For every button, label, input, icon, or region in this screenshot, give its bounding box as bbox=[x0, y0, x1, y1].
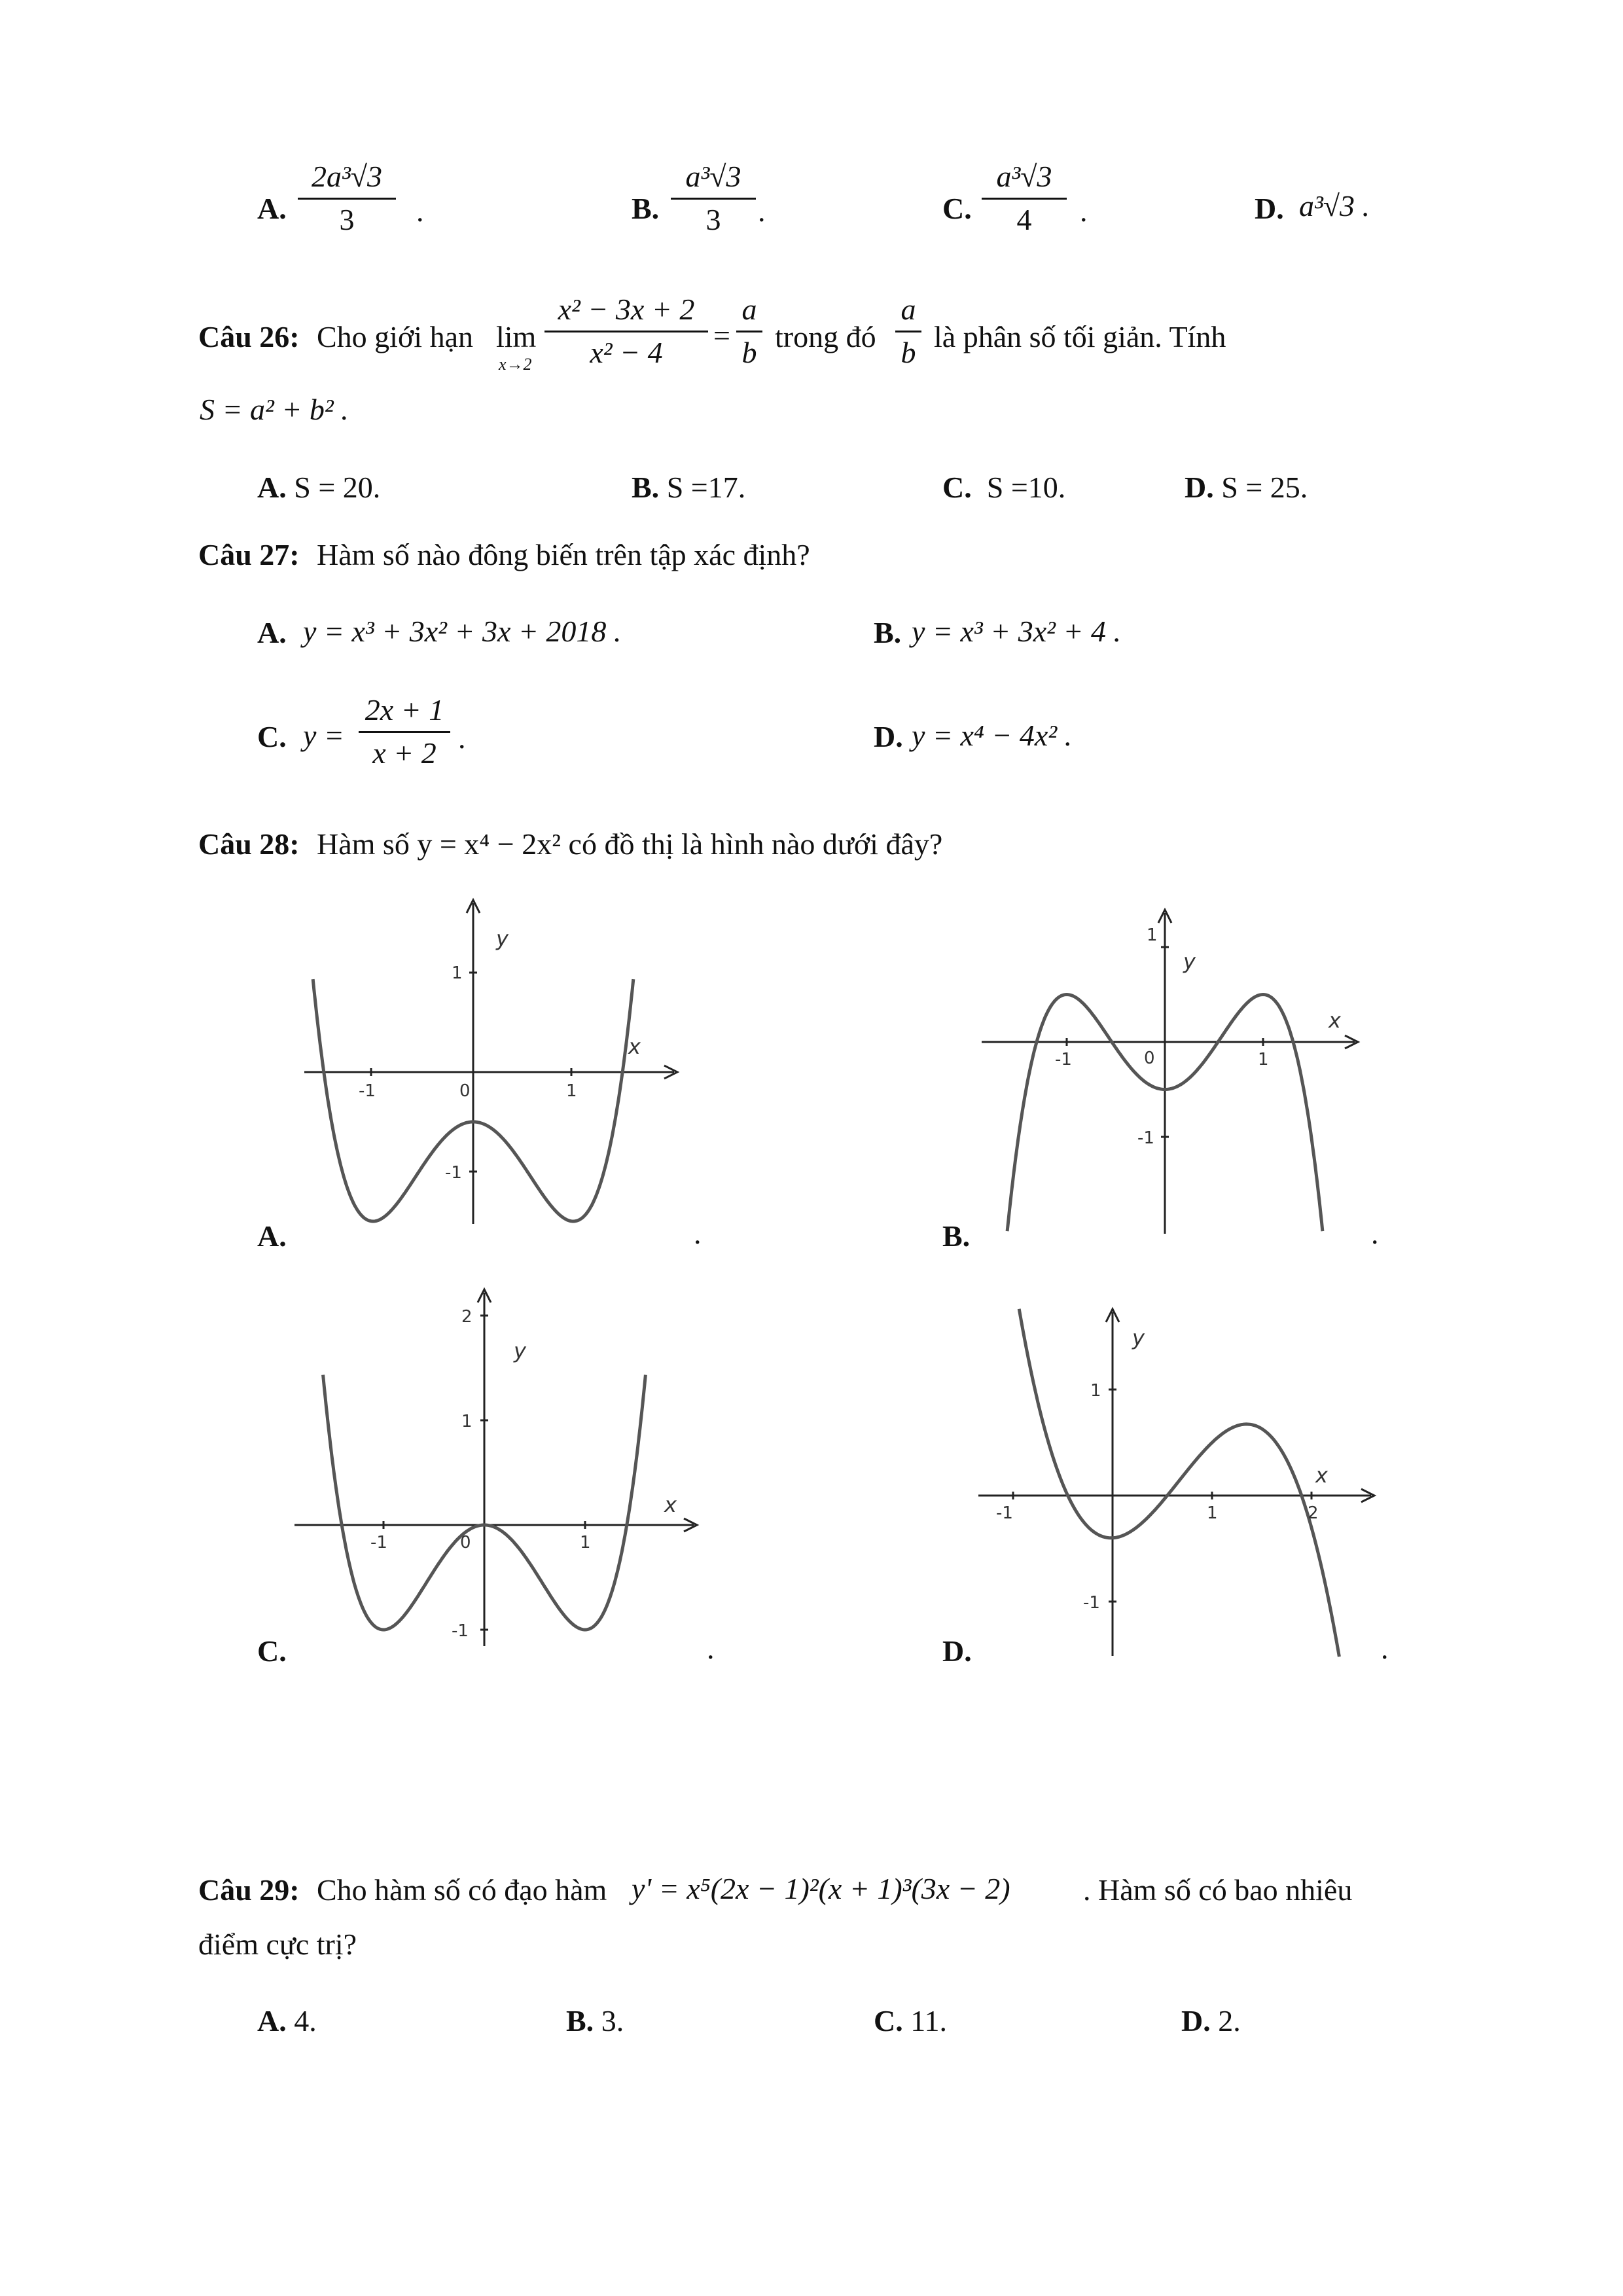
graph-a-tick-y-1: 1 bbox=[452, 963, 463, 983]
graph-c-svg bbox=[288, 1286, 707, 1653]
graph-d-tick-y-neg1: -1 bbox=[1083, 1593, 1100, 1613]
q25-c-tail: . bbox=[1080, 194, 1088, 228]
q29-line2: điểm cực trị? bbox=[198, 1928, 357, 1961]
q25-a-tail: . bbox=[416, 194, 424, 228]
q29-expr: y' = x⁵(2x − 1)²(x + 1)³(3x − 2) bbox=[632, 1872, 1010, 1905]
graph-c-tick-x-1: 1 bbox=[580, 1533, 591, 1552]
q26-b: b bbox=[741, 335, 757, 369]
graph-a-tick-y-neg1: -1 bbox=[445, 1163, 462, 1183]
graph-a-tick-x-0: 0 bbox=[459, 1081, 471, 1101]
q25-option-b-fraction bbox=[671, 160, 756, 236]
graph-b-tick-x-0: 0 bbox=[1144, 1049, 1155, 1068]
q29-option-c: C. 11. bbox=[874, 2004, 948, 2037]
q25-option-d-label: D. bbox=[1255, 192, 1284, 225]
q26-text1: Cho giới hạn bbox=[317, 320, 473, 353]
graph-c-y-label: y bbox=[514, 1338, 526, 1363]
q28-label: Câu 28: bbox=[198, 827, 300, 861]
q25-option-c-fraction bbox=[982, 160, 1067, 236]
q26-option-a: A. S = 20. bbox=[257, 471, 381, 504]
q26-a: a bbox=[741, 293, 757, 326]
q26-equals: = bbox=[713, 319, 730, 352]
q26-lim-sub: x→2 bbox=[499, 355, 532, 374]
q27-option-c-label: C. bbox=[257, 720, 287, 753]
graph-d-y-label: y bbox=[1132, 1325, 1145, 1350]
q26-ab-fraction bbox=[736, 293, 762, 369]
q25-b-numerator: a³√3 bbox=[685, 160, 741, 193]
graph-c-tick-x-neg1: -1 bbox=[370, 1533, 387, 1552]
graph-c-tick-y-1: 1 bbox=[461, 1412, 473, 1431]
graph-a-y-label: y bbox=[496, 926, 508, 951]
q28-graph-b-label: B. bbox=[942, 1219, 971, 1253]
q26-line2: S = a² + b² . bbox=[200, 393, 349, 426]
graph-b-svg bbox=[975, 906, 1381, 1240]
graph-d-tick-x-2: 2 bbox=[1308, 1503, 1319, 1523]
q29-option-a: A. 4. bbox=[257, 2004, 317, 2037]
q26-limit-fraction bbox=[544, 293, 708, 369]
graph-b-tick-y-neg1: -1 bbox=[1137, 1128, 1154, 1148]
q26-text3: là phân số tối giản. Tính bbox=[934, 320, 1226, 353]
q26-label: Câu 26: bbox=[198, 320, 300, 353]
q28-graph-c-label: C. bbox=[257, 1634, 287, 1668]
q27-c-numerator: 2x + 1 bbox=[365, 693, 444, 726]
q27-option-b-text: y = x³ + 3x² + 4 . bbox=[912, 615, 1121, 648]
q26-text2: trong đó bbox=[775, 320, 876, 353]
graph-b-tick-y-1: 1 bbox=[1147, 925, 1158, 945]
q28-graph-b bbox=[975, 906, 1381, 1240]
q27-option-c-pre: y = bbox=[303, 719, 344, 752]
q26-option-c: C. S =10. bbox=[942, 471, 1066, 504]
q25-c-numerator: a³√3 bbox=[996, 160, 1052, 193]
q29-text1: Cho hàm số có đạo hàm bbox=[317, 1873, 607, 1907]
graph-d-tick-x-neg1: -1 bbox=[996, 1503, 1013, 1523]
q26-a-2: a bbox=[901, 293, 916, 326]
q25-option-a-label: A. bbox=[257, 192, 287, 225]
q29-label: Câu 29: bbox=[198, 1873, 300, 1907]
q25-b-denominator: 3 bbox=[705, 202, 721, 236]
q28-text: Hàm số y = x⁴ − 2x² có đồ thị là hình nào dưới đây? bbox=[317, 827, 943, 861]
q29-text2: . Hàm số có bao nhiêu bbox=[1083, 1873, 1353, 1907]
graph-d-curve bbox=[1019, 1309, 1339, 1657]
q27-option-d-text: y = x⁴ − 4x² . bbox=[912, 719, 1073, 752]
graph-a-tick-x-1: 1 bbox=[566, 1081, 577, 1101]
q28-graph-d bbox=[975, 1306, 1394, 1659]
q25-option-a-fraction bbox=[298, 160, 396, 236]
q27-option-b-label: B. bbox=[874, 616, 902, 649]
q25-a-numerator: 2a³√3 bbox=[311, 160, 383, 193]
graph-c-tick-y-2: 2 bbox=[461, 1307, 473, 1327]
q28-graph-a-label: A. bbox=[257, 1219, 287, 1253]
q28-graph-d-label: D. bbox=[942, 1634, 972, 1668]
graph-d-tick-y-1: 1 bbox=[1090, 1381, 1101, 1401]
q27-option-a-label: A. bbox=[257, 616, 287, 649]
q28-graph-c-tail: . bbox=[707, 1632, 715, 1665]
q25-b-tail: . bbox=[758, 194, 766, 228]
graph-b-x-label: x bbox=[1329, 1008, 1341, 1033]
q26-option-b: B. S =17. bbox=[632, 471, 746, 504]
q27-c-tail: . bbox=[458, 721, 466, 755]
q25-c-denominator: 4 bbox=[1016, 202, 1032, 236]
q26-lim: lim bbox=[496, 320, 537, 353]
q28-graph-a bbox=[288, 897, 694, 1237]
q25-option-b-label: B. bbox=[632, 192, 660, 225]
q25-a-denominator: 3 bbox=[339, 202, 355, 236]
graph-c-tick-y-neg1: -1 bbox=[452, 1621, 469, 1641]
graph-b-tick-x-1: 1 bbox=[1258, 1050, 1269, 1069]
graph-c-tick-x-0: 0 bbox=[460, 1533, 471, 1552]
q28-graph-d-tail: . bbox=[1381, 1632, 1389, 1665]
q28-graph-b-tail: . bbox=[1371, 1217, 1379, 1250]
q27-option-d-label: D. bbox=[874, 720, 903, 753]
q27-option-a-text: y = x³ + 3x² + 3x + 2018 . bbox=[303, 615, 622, 648]
graph-d-x-label: x bbox=[1315, 1463, 1328, 1488]
q26-ab-fraction-2 bbox=[895, 293, 921, 369]
q29-option-b: B. 3. bbox=[566, 2004, 624, 2037]
q25-option-c-label: C. bbox=[942, 192, 972, 225]
q27-option-c-fraction bbox=[359, 694, 450, 770]
graph-a-svg bbox=[288, 897, 694, 1237]
graph-d-tick-x-1: 1 bbox=[1207, 1503, 1218, 1523]
q27-label: Câu 27: bbox=[198, 538, 300, 571]
q25-option-d-expr: a³√3 . bbox=[1299, 189, 1370, 223]
q26-numerator: x² − 3x + 2 bbox=[558, 293, 695, 326]
q26-b-2: b bbox=[901, 335, 916, 369]
graph-b-y-label: y bbox=[1183, 949, 1196, 974]
graph-c-x-label: x bbox=[664, 1492, 677, 1517]
graph-b-tick-x-neg1: -1 bbox=[1055, 1050, 1072, 1069]
q26-denominator: x² − 4 bbox=[590, 335, 663, 369]
q27-c-denominator: x + 2 bbox=[372, 736, 437, 770]
q26-option-d: D. S = 25. bbox=[1185, 471, 1308, 504]
q29-option-d: D. 2. bbox=[1181, 2004, 1241, 2037]
q27-text: Hàm số nào đông biến trên tập xác định? bbox=[317, 538, 810, 571]
graph-a-tick-x-neg1: -1 bbox=[359, 1081, 376, 1101]
q28-graph-a-tail: . bbox=[694, 1217, 702, 1250]
graph-d-svg bbox=[975, 1306, 1394, 1659]
q28-graph-c bbox=[288, 1286, 707, 1653]
graph-a-x-label: x bbox=[628, 1034, 641, 1059]
